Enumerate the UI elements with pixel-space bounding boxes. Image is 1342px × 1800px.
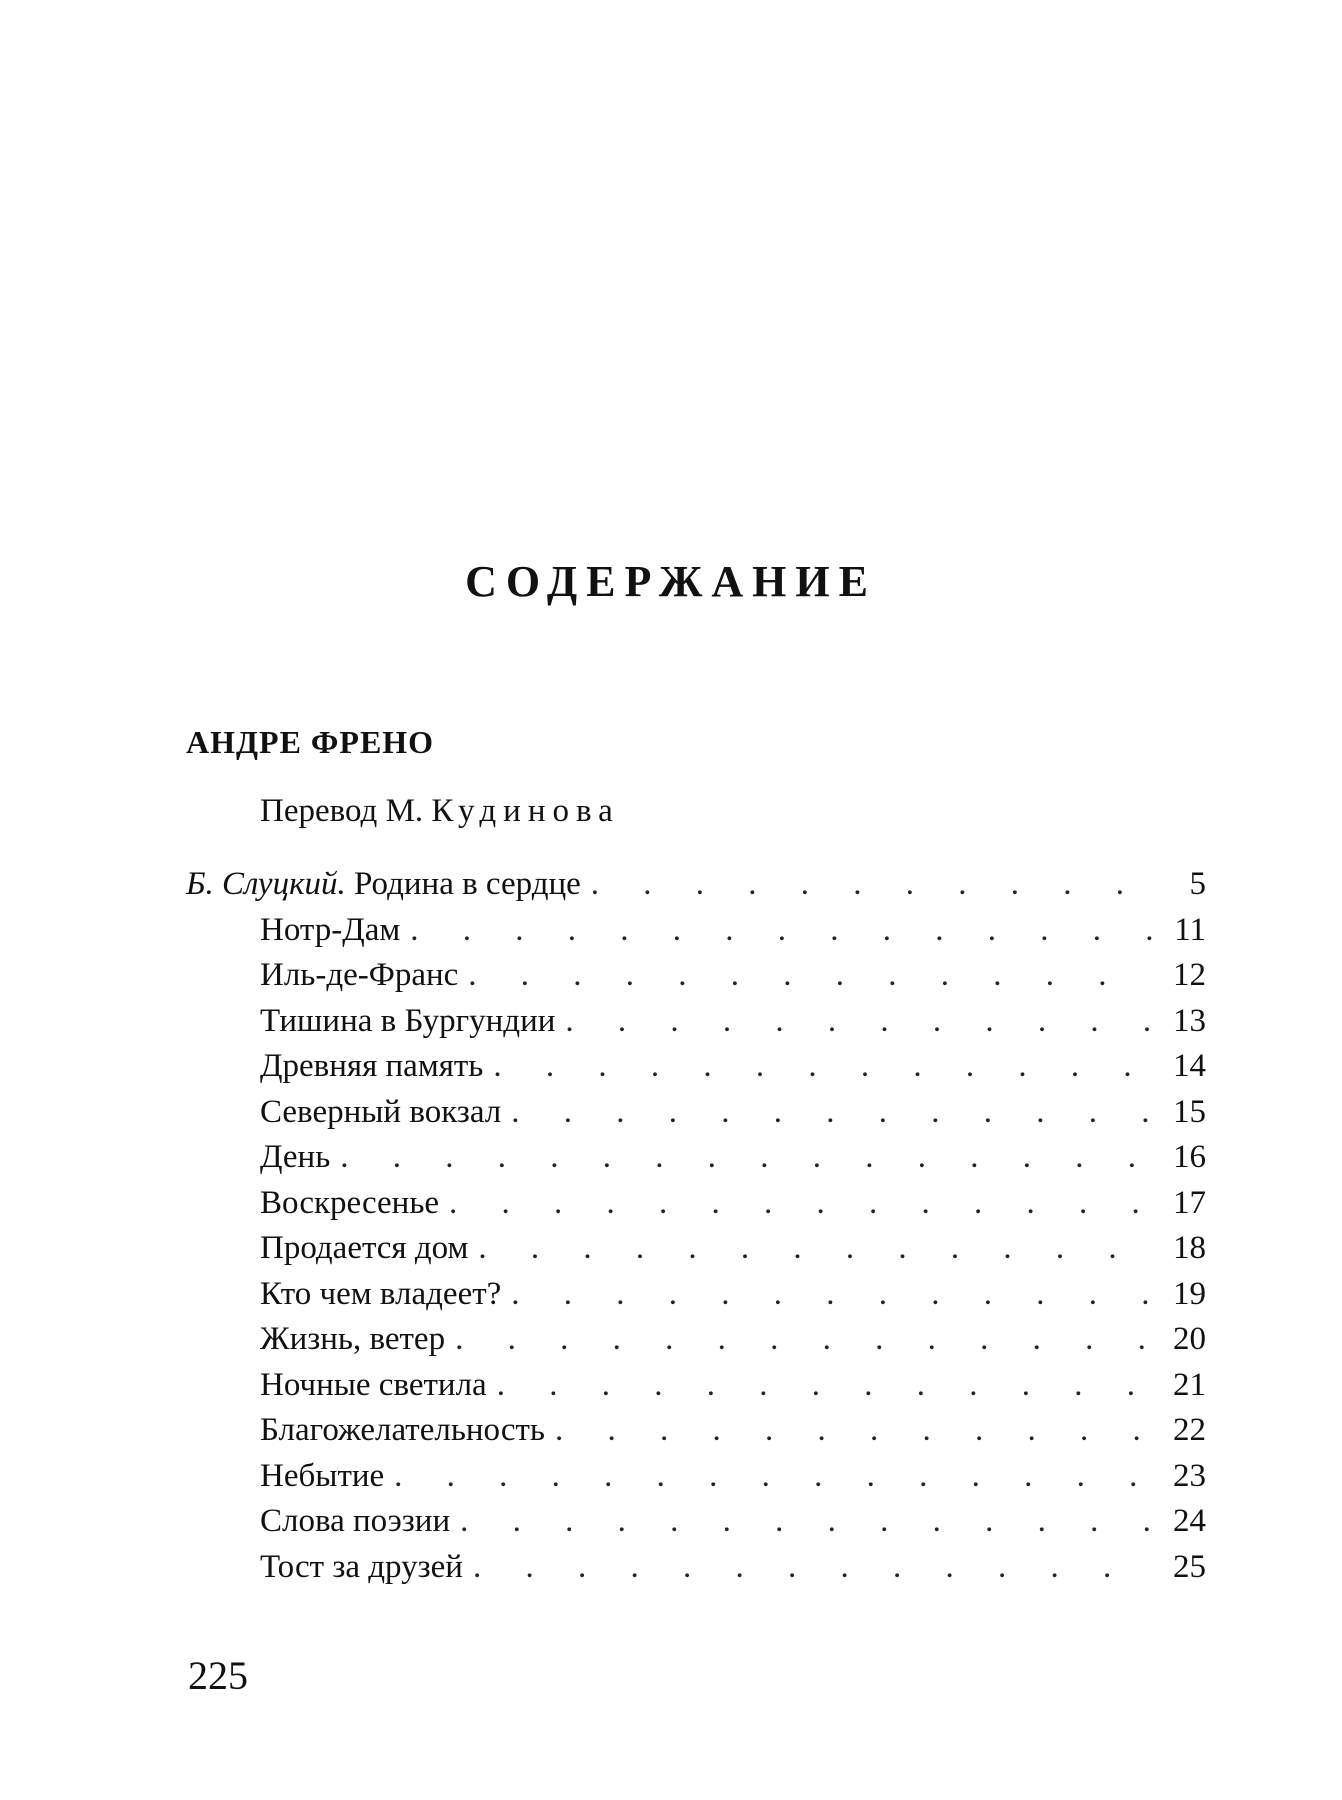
toc-entry-title: Северный вокзал <box>260 1093 502 1130</box>
toc-entry[interactable] <box>186 1408 1206 1454</box>
toc-entry-title: Древняя память <box>260 1048 484 1084</box>
table-of-contents <box>186 862 1206 1590</box>
toc-page-number: 16 <box>1173 1139 1206 1175</box>
toc-dot-leader <box>394 1454 1152 1500</box>
toc-page-number: 20 <box>1173 1321 1206 1357</box>
toc-dot-leader <box>410 908 1152 954</box>
toc-dot-leader <box>449 1181 1152 1227</box>
toc-entry-title: День <box>260 1139 331 1175</box>
toc-entry[interactable] <box>186 908 1206 954</box>
toc-dot-leader <box>511 1090 1152 1136</box>
toc-page-number: 15 <box>1173 1093 1206 1130</box>
toc-entry[interactable] <box>186 1317 1206 1363</box>
toc-dot-leader <box>340 1135 1152 1181</box>
toc-entry[interactable] <box>186 1363 1206 1409</box>
page-number: 225 <box>188 1653 248 1698</box>
toc-dot-leader <box>473 1545 1152 1591</box>
toc-entry-title: Ночные светила <box>260 1366 487 1403</box>
page-title: СОДЕРЖАНИЕ <box>465 557 877 606</box>
toc-dot-leader <box>511 1272 1152 1318</box>
toc-entry-title: Тост за друзей <box>260 1548 463 1585</box>
toc-dot-leader <box>497 1363 1152 1409</box>
toc-intro-entry[interactable] <box>186 862 1206 908</box>
toc-entry-title: Нотр-Дам <box>260 911 401 948</box>
toc-dot-leader <box>493 1044 1152 1090</box>
toc-entry[interactable] <box>186 1272 1206 1318</box>
toc-intro-title-group <box>186 862 581 908</box>
toc-dot-leader <box>591 862 1152 908</box>
toc-entry-title: Жизнь, ветер <box>260 1321 446 1357</box>
toc-entry[interactable] <box>186 1181 1206 1227</box>
toc-page-number: 21 <box>1173 1366 1206 1403</box>
toc-dot-leader <box>455 1317 1152 1363</box>
translator-name: Кудинова <box>431 793 620 829</box>
toc-entry[interactable] <box>186 1545 1206 1591</box>
toc-intro-title: Родина в сердце <box>354 866 581 902</box>
toc-page-number: 24 <box>1173 1503 1206 1539</box>
toc-page-number: 12 <box>1173 957 1206 993</box>
toc-entry-title: Благожелательность <box>260 1412 545 1448</box>
toc-page-number: 19 <box>1173 1275 1206 1312</box>
toc-entry-title: Воскресенье <box>260 1184 440 1221</box>
toc-page-number: 5 <box>1189 866 1206 902</box>
toc-entry-title: Слова поэзии <box>260 1503 451 1539</box>
toc-page-number: 25 <box>1173 1548 1206 1585</box>
toc-entry-title: Тишина в Бургундии <box>260 1002 556 1039</box>
toc-dot-leader <box>555 1408 1152 1454</box>
toc-entry[interactable] <box>186 1090 1206 1136</box>
toc-page-number: 13 <box>1173 1002 1206 1039</box>
toc-entry[interactable] <box>186 953 1206 999</box>
toc-dot-leader <box>478 1226 1152 1272</box>
toc-page-number: 17 <box>1173 1184 1206 1221</box>
toc-dot-leader <box>565 999 1152 1045</box>
toc-page-number: 22 <box>1173 1412 1206 1448</box>
toc-entry[interactable] <box>186 1454 1206 1500</box>
toc-dot-leader <box>468 953 1152 999</box>
toc-entry-title: Небытие <box>260 1457 385 1494</box>
toc-dot-leader <box>460 1499 1152 1545</box>
toc-page-number: 14 <box>1173 1048 1206 1084</box>
toc-page-number: 11 <box>1174 911 1206 948</box>
toc-entry-title: Иль-де-Франс <box>260 957 459 993</box>
toc-entry[interactable] <box>186 1499 1206 1545</box>
translator-credit <box>260 793 620 830</box>
toc-page-number: 18 <box>1173 1230 1206 1266</box>
toc-entry[interactable] <box>186 1044 1206 1090</box>
toc-entry-title: Продается дом <box>260 1230 469 1266</box>
toc-intro-author: Б. Слуцкий. <box>186 866 346 902</box>
toc-page-number: 23 <box>1173 1457 1206 1494</box>
section-heading: АНДРЕ ФРЕНО <box>186 724 435 760</box>
toc-entry-title: Кто чем владеет? <box>260 1275 502 1312</box>
translator-prefix: Перевод М. <box>260 793 424 829</box>
toc-entry[interactable] <box>186 1226 1206 1272</box>
toc-entry[interactable] <box>186 999 1206 1045</box>
toc-entry[interactable] <box>186 1135 1206 1181</box>
